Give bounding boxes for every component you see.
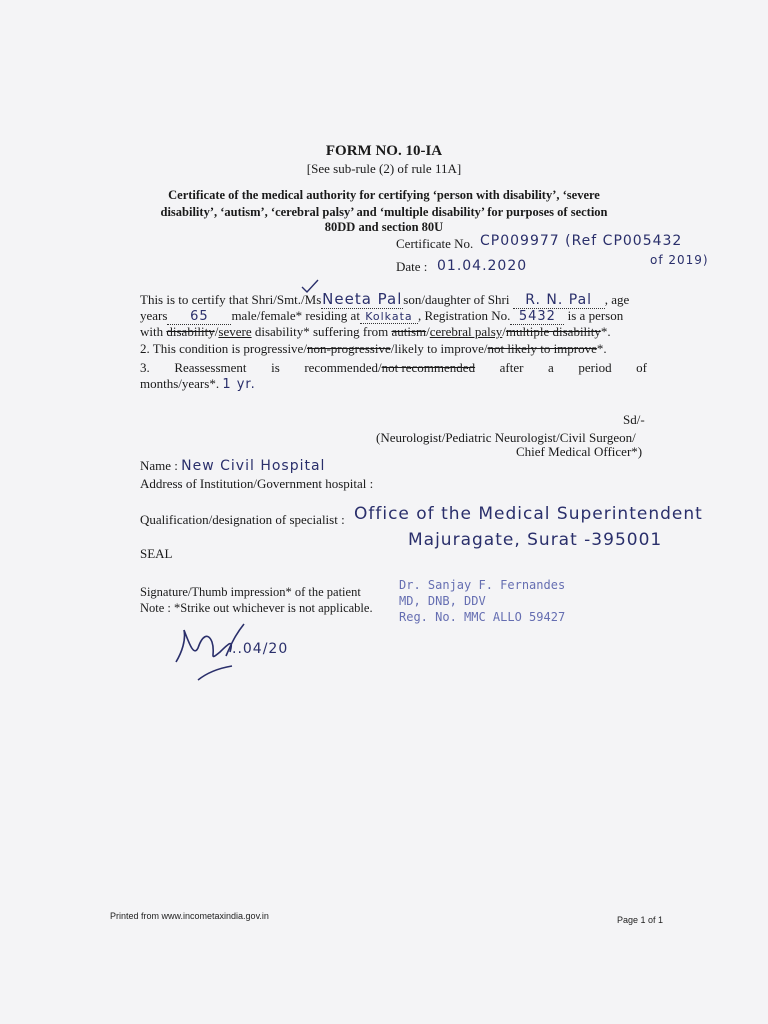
age-label-text: , age [604,292,630,307]
multiple-disability-struck: multiple disability [505,324,601,339]
heading-line-2: disability’, ‘autism’, ‘cerebral palsy’ and ‘multiple disability’ for purposes of section [160,205,608,219]
body-line-3 [140,324,611,340]
certify-text: This is to certify that Shri/Smt./Ms [140,292,322,307]
seal-label: SEAL [140,546,173,561]
form-subtitle: [See sub-rule (2) of rule 11A] [306,161,462,176]
qualification-value-address: Majuragate, Surat -395001 [408,530,663,550]
footer-page: Page 1 of 1 [617,915,664,925]
years-text: years [140,308,168,323]
institution-name: New Civil Hospital [181,458,326,474]
name-label: Name : [140,458,178,473]
not-likely-struck: not likely to improve [487,341,597,356]
address-label: Address of Institution/Government hospital : [140,476,374,491]
patient-name: Neeta Pal [322,290,403,308]
certificate-no-value: CP009977 (Ref CP005432 [480,233,683,249]
date-label: Date : [396,259,428,274]
sd-mark: Sd/- [623,412,645,427]
signature-date: ..04/20 [232,641,289,657]
item-2-text: 2. This condition is progressive/ [140,341,307,356]
body-line-2 [140,308,623,325]
item-3-reassessment: Reassessment [174,360,247,375]
is-a-person-text: is a person [567,308,624,323]
item-2-end: *. [596,341,607,356]
slash-2: / [426,324,430,339]
qualification-value: Office of the Medical Superintendent [354,504,703,524]
body-line-1 [140,290,629,309]
stamp-doctor-name: Dr. Sanjay F. Fernandes [399,578,566,592]
item-2-line [140,341,607,357]
item-3-period: period [578,360,612,375]
father-name: R. N. Pal [513,292,605,309]
slash-3: / [502,324,506,339]
severe-underlined: severe [218,324,252,339]
date-value: 01.04.2020 [437,258,528,274]
disability-struck: disability [166,324,215,339]
item-3-line [140,360,647,376]
stamp-qualifications: MD, DNB, DDV [399,594,486,608]
stamp-registration: Reg. No. MMC ALLO 59427 [399,610,566,624]
months-years-text: months/years*. [140,376,220,391]
registration-text: , Registration No. [417,308,511,323]
item-3-of: of [636,360,647,375]
slash-1: / [214,324,219,339]
signature-label: Signature/Thumb impression* of the patient [140,585,361,599]
non-progressive-struck: non-progressive [306,341,391,356]
doctor-stamp [399,577,565,625]
residence-value: Kolkata [360,310,418,324]
certificate-no-label: Certificate No. [396,236,474,251]
form-title: FORM NO. 10-IA [325,143,443,159]
not-recommended-struck: not recommended [381,360,476,375]
gender-residing-text: male/female* residing at [231,308,360,323]
item-3-number: 3. [140,360,150,375]
likely-improve-text: /likely to improve/ [390,341,488,356]
relation-text: son/daughter of Shri [403,292,510,307]
with-text: with [140,324,164,339]
item-3-line-2 [140,376,256,392]
period-value: 1 yr. [222,377,256,392]
certificate-ref-continued: of 2019) [650,253,709,267]
age-value: 65 [167,309,231,325]
designation-line-2: Chief Medical Officer*) [516,444,643,459]
item-3-after: after [499,360,524,375]
line-3-end: *. [600,324,611,339]
suffering-text: disability* suffering from [254,324,389,339]
heading-line-1: Certificate of the medical authority for certifying ‘person with disability’, ‘severe [168,188,600,202]
heading-line-3: 80DD and section 80U [324,220,444,234]
item-3-recommended: recommended/ [304,360,382,375]
cerebral-palsy-underlined: cerebral palsy [429,324,503,339]
autism-struck: autism [391,324,427,339]
item-3-a: a [548,360,554,375]
registration-value: 5432 [510,309,564,325]
item-3-is: is [271,360,280,375]
qualification-label: Qualification/designation of specialist : [140,512,345,527]
designation-line-1: (Neurologist/Pediatric Neurologist/Civil Surgeon/ [376,430,636,445]
footer-source: Printed from www.incometaxindia.gov.in [110,911,269,921]
note-label: Note : *Strike out whichever is not applicable. [140,601,373,615]
name-row [140,458,325,474]
